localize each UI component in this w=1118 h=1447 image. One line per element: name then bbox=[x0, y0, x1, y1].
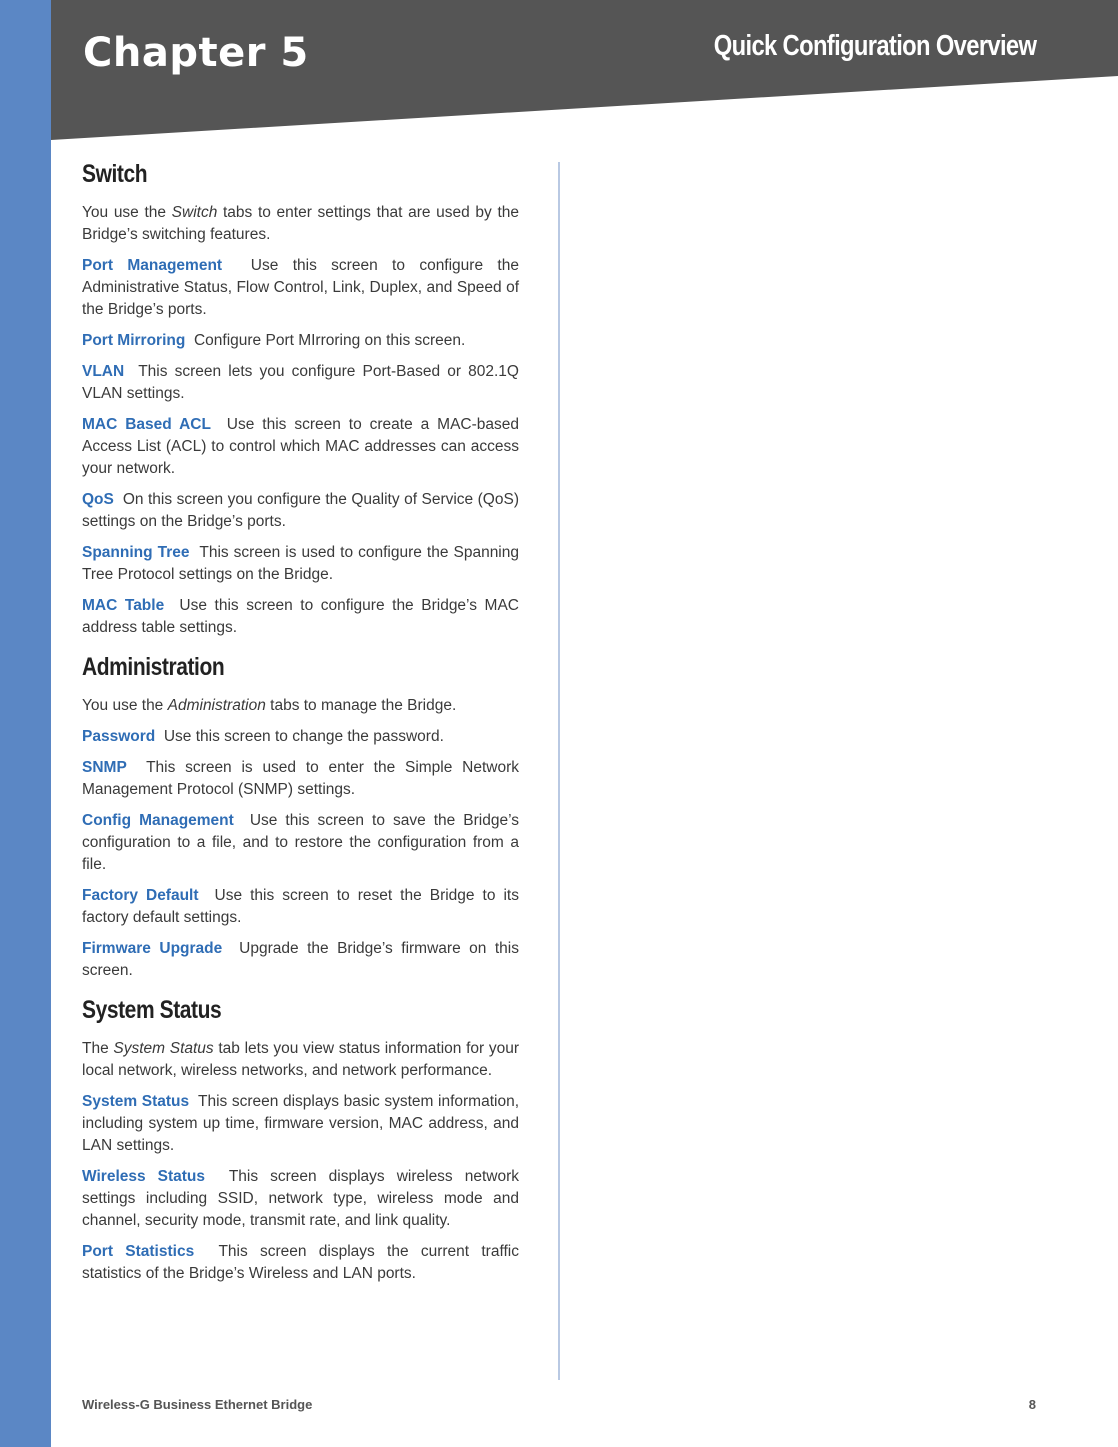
definition-item: Spanning Tree This screen is used to configure the Spanning Tree Protocol settings on the Bridge. bbox=[82, 544, 519, 583]
intro-emphasis: Administration bbox=[167, 697, 266, 714]
definition-item: System Status This screen displays basic system information, including system up time, firmware version, MAC address, and LAN settings. bbox=[82, 1093, 520, 1154]
term-snmp: SNMP bbox=[82, 759, 127, 776]
term-port-management: Port Management bbox=[82, 257, 223, 274]
definition-item: Wireless Status This screen displays wireless network settings including SSID, network type, wireless mode and channel, security mode, transmit rate, and link quality. bbox=[82, 1168, 519, 1229]
definition-item: Config Management Use this screen to save the Bridge’s configuration to a file, and to restore the configuration from a file. bbox=[82, 812, 519, 873]
definition-item: MAC Table Use this screen to configure the Bridge’s MAC address table settings. bbox=[82, 597, 519, 636]
footer-product-name: Wireless-G Business Ethernet Bridge bbox=[82, 1397, 313, 1412]
term-factory-default: Factory Default bbox=[82, 887, 199, 904]
intro-emphasis: Switch bbox=[171, 204, 218, 221]
section-heading-system-status: System Status bbox=[82, 996, 222, 1024]
definition-item: Password Use this screen to change the password. bbox=[82, 728, 444, 745]
main-column bbox=[82, 160, 519, 1285]
intro-emphasis: System Status bbox=[113, 1040, 214, 1057]
definition-item: Port Management Use this screen to configure the Administrative Status, Flow Control, Link, Duplex, and Speed of the Bridge’s ports. bbox=[82, 257, 519, 318]
definition-item: SNMP This screen is used to enter the Simple Network Management Protocol (SNMP) settings. bbox=[82, 759, 519, 798]
definition-item: Port Statistics This screen displays the current traffic statistics of the Bridge’s Wireless and LAN ports. bbox=[82, 1243, 519, 1282]
term-firmware-upgrade: Firmware Upgrade bbox=[82, 940, 223, 957]
chapter-label: Chapter 5 bbox=[83, 30, 309, 76]
term-qos: QoS bbox=[82, 491, 114, 508]
term-port-mirroring: Port Mirroring bbox=[82, 332, 186, 349]
term-mac-based-acl: MAC Based ACL bbox=[82, 416, 211, 433]
section-intro-administration: You use the Administration tabs to manage the Bridge. bbox=[82, 697, 457, 714]
term-password: Password bbox=[82, 728, 156, 745]
section-heading-switch: Switch bbox=[82, 160, 148, 188]
column-divider bbox=[558, 162, 560, 1380]
term-system-status: System Status bbox=[82, 1093, 190, 1110]
section-heading-administration: Administration bbox=[82, 653, 225, 681]
definition-item: QoS On this screen you configure the Quality of Service (QoS) settings on the Bridge’s ports. bbox=[82, 491, 519, 530]
term-spanning-tree: Spanning Tree bbox=[82, 544, 190, 561]
term-vlan: VLAN bbox=[82, 363, 125, 380]
section-intro-system-status: The System Status tab lets you view status information for your local network, wireless networks, and network performance. bbox=[82, 1040, 519, 1079]
term-config-management: Config Management bbox=[82, 812, 234, 829]
term-wireless-status: Wireless Status bbox=[82, 1168, 206, 1185]
definition-item: Port Mirroring Configure Port MIrroring on this screen. bbox=[82, 332, 466, 349]
section-intro-switch: You use the Switch tabs to enter settings that are used by the Bridge’s switching features. bbox=[82, 204, 519, 243]
definition-item: MAC Based ACL Use this screen to create a MAC-based Access List (ACL) to control which MAC addresses can access your network. bbox=[82, 416, 519, 477]
term-port-statistics: Port Statistics bbox=[82, 1243, 195, 1260]
page-number: 8 bbox=[1028, 1397, 1036, 1412]
definition-item: Firmware Upgrade Upgrade the Bridge’s firmware on this screen. bbox=[82, 940, 519, 979]
term-mac-table: MAC Table bbox=[82, 597, 165, 614]
definition-item: Factory Default Use this screen to reset the Bridge to its factory default settings. bbox=[82, 887, 519, 926]
header-title: Quick Configuration Overview bbox=[713, 30, 1036, 62]
left-margin-bar bbox=[0, 0, 51, 1447]
definition-item: VLAN This screen lets you configure Port-Based or 802.1Q VLAN settings. bbox=[82, 363, 519, 402]
